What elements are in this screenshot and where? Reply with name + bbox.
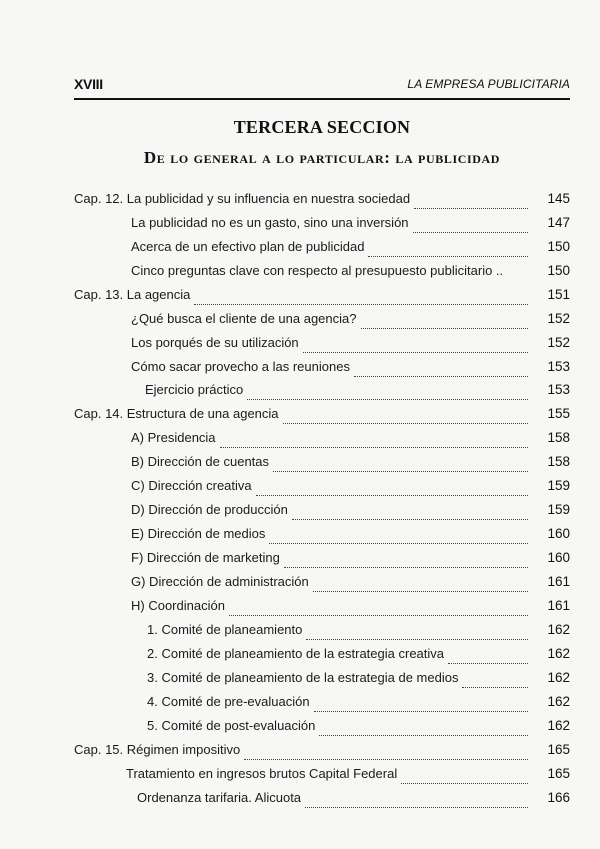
dot-leader xyxy=(462,669,528,688)
toc-entry xyxy=(145,381,570,399)
dot-leader xyxy=(319,717,528,736)
toc-label: Ordenanza tarifaria. Alicuota xyxy=(137,790,302,805)
dot-leader xyxy=(401,765,528,784)
toc-entry xyxy=(131,429,570,447)
toc-label: B) Dirección de cuentas xyxy=(131,454,270,469)
toc-page: 151 xyxy=(547,287,570,302)
toc-label: A) Presidencia xyxy=(131,430,216,445)
toc-entry xyxy=(131,501,570,519)
toc-label: La publicidad no es un gasto, sino una inversión xyxy=(131,215,409,230)
toc-entry xyxy=(131,597,570,615)
toc-entry xyxy=(131,214,570,232)
toc-entry xyxy=(74,190,570,208)
toc-page: 153 xyxy=(547,359,570,374)
toc-entry xyxy=(131,262,570,280)
toc-entry xyxy=(137,789,570,807)
toc-page: 158 xyxy=(547,454,570,469)
toc-label: Cómo sacar provecho a las reuniones xyxy=(131,359,350,374)
dot-leader xyxy=(229,597,528,616)
toc-label: G) Dirección de administración xyxy=(131,574,309,589)
toc-label: E) Dirección de medios xyxy=(131,526,266,541)
toc-entry xyxy=(131,238,570,256)
toc-label: C) Dirección creativa xyxy=(131,478,252,493)
toc-page: 160 xyxy=(547,550,570,565)
dot-leader xyxy=(306,621,528,640)
page-number: XVIII xyxy=(74,76,103,92)
dot-leader xyxy=(448,645,528,664)
toc-page: 150 xyxy=(547,239,570,254)
toc-page: 152 xyxy=(547,311,570,326)
toc-entry xyxy=(131,334,570,352)
toc-page: 166 xyxy=(547,790,570,805)
toc-entry xyxy=(131,310,570,328)
toc-page: 162 xyxy=(547,670,570,685)
dot-leader xyxy=(354,358,528,377)
toc-label: F) Dirección de marketing xyxy=(131,550,280,565)
toc-page: 165 xyxy=(547,742,570,757)
section-title: TERCERA SECCION xyxy=(233,117,411,137)
dot-leader xyxy=(305,789,528,808)
toc-page: 150 xyxy=(547,263,570,278)
toc-label: Los porqués de su utilización xyxy=(131,335,299,350)
dot-leader xyxy=(413,214,528,233)
dot-leader xyxy=(220,429,528,448)
toc-label: D) Dirección de producción xyxy=(131,502,288,517)
toc-page: 162 xyxy=(547,622,570,637)
toc-label: Acerca de un efectivo plan de publicidad xyxy=(131,239,365,254)
toc-page: 161 xyxy=(547,598,570,613)
toc-label: ¿Qué busca el cliente de una agencia? xyxy=(131,311,357,326)
toc-label: Cap. 13. La agencia xyxy=(74,287,191,302)
toc-page: 160 xyxy=(547,526,570,541)
toc-entry xyxy=(74,741,570,759)
dot-leader xyxy=(314,693,528,712)
dot-leader xyxy=(414,190,528,209)
dot-leader xyxy=(361,310,529,329)
toc-entry xyxy=(131,358,570,376)
dot-leader xyxy=(247,381,528,400)
toc-label: Cap. 14. Estructura de una agencia xyxy=(74,406,279,421)
toc-page: 147 xyxy=(547,215,570,230)
toc-label: Cap. 12. La publicidad y su influencia en nuestra sociedad xyxy=(74,191,411,206)
running-title: LA EMPRESA PUBLICITARIA xyxy=(407,77,570,91)
toc-label: 5. Comité de post-evaluación xyxy=(147,718,316,733)
dot-leader xyxy=(313,573,528,592)
page-header xyxy=(74,76,570,96)
dot-leader xyxy=(292,501,528,520)
toc-label: Tratamiento en ingresos brutos Capital Federal xyxy=(126,766,398,781)
dot-leader xyxy=(273,453,528,472)
toc-entry xyxy=(131,549,570,567)
toc-label: 4. Comité de pre-evaluación xyxy=(147,694,310,709)
dot-leader xyxy=(368,238,528,257)
toc-label: 2. Comité de planeamiento de la estrategia creativa xyxy=(147,646,445,661)
toc-entry xyxy=(74,286,570,304)
toc-label: H) Coordinación xyxy=(131,598,225,613)
toc-entry xyxy=(131,573,570,591)
toc-label: 3. Comité de planeamiento de la estrategia de medios xyxy=(147,670,459,685)
toc-entry xyxy=(147,669,570,687)
toc-entry xyxy=(131,477,570,495)
toc-entry xyxy=(147,645,570,663)
dot-leader xyxy=(269,525,528,544)
section-subtitle: De lo general a lo particular: la publicidad xyxy=(143,148,501,167)
toc-page: 165 xyxy=(547,766,570,781)
toc-entry xyxy=(147,693,570,711)
toc-page: 162 xyxy=(547,694,570,709)
toc-page: 158 xyxy=(547,430,570,445)
toc-page: 155 xyxy=(547,406,570,421)
toc-page: 162 xyxy=(547,646,570,661)
dot-leader xyxy=(284,549,528,568)
toc-page: 153 xyxy=(547,382,570,397)
toc-entry xyxy=(131,453,570,471)
toc-entry xyxy=(147,621,570,639)
toc-label: Cinco preguntas clave con respecto al presupuesto publicitario .. xyxy=(131,263,504,278)
toc-page: 159 xyxy=(547,478,570,493)
toc-label: Ejercicio práctico xyxy=(145,382,244,397)
dot-leader xyxy=(303,334,528,353)
toc-page: 159 xyxy=(547,502,570,517)
dot-leader xyxy=(244,741,528,760)
toc-entry xyxy=(126,765,570,783)
dot-leader xyxy=(283,405,528,424)
toc-label: 1. Comité de planeamiento xyxy=(147,622,303,637)
toc-page: 145 xyxy=(547,191,570,206)
toc-page: 161 xyxy=(547,574,570,589)
dot-leader xyxy=(256,477,528,496)
toc-entry xyxy=(74,405,570,423)
toc-page: 162 xyxy=(547,718,570,733)
header-rule xyxy=(74,98,570,100)
toc-label: Cap. 15. Régimen impositivo xyxy=(74,742,241,757)
toc-entry xyxy=(131,525,570,543)
dot-leader xyxy=(194,286,528,305)
toc-page: 152 xyxy=(547,335,570,350)
toc-entry xyxy=(147,717,570,735)
